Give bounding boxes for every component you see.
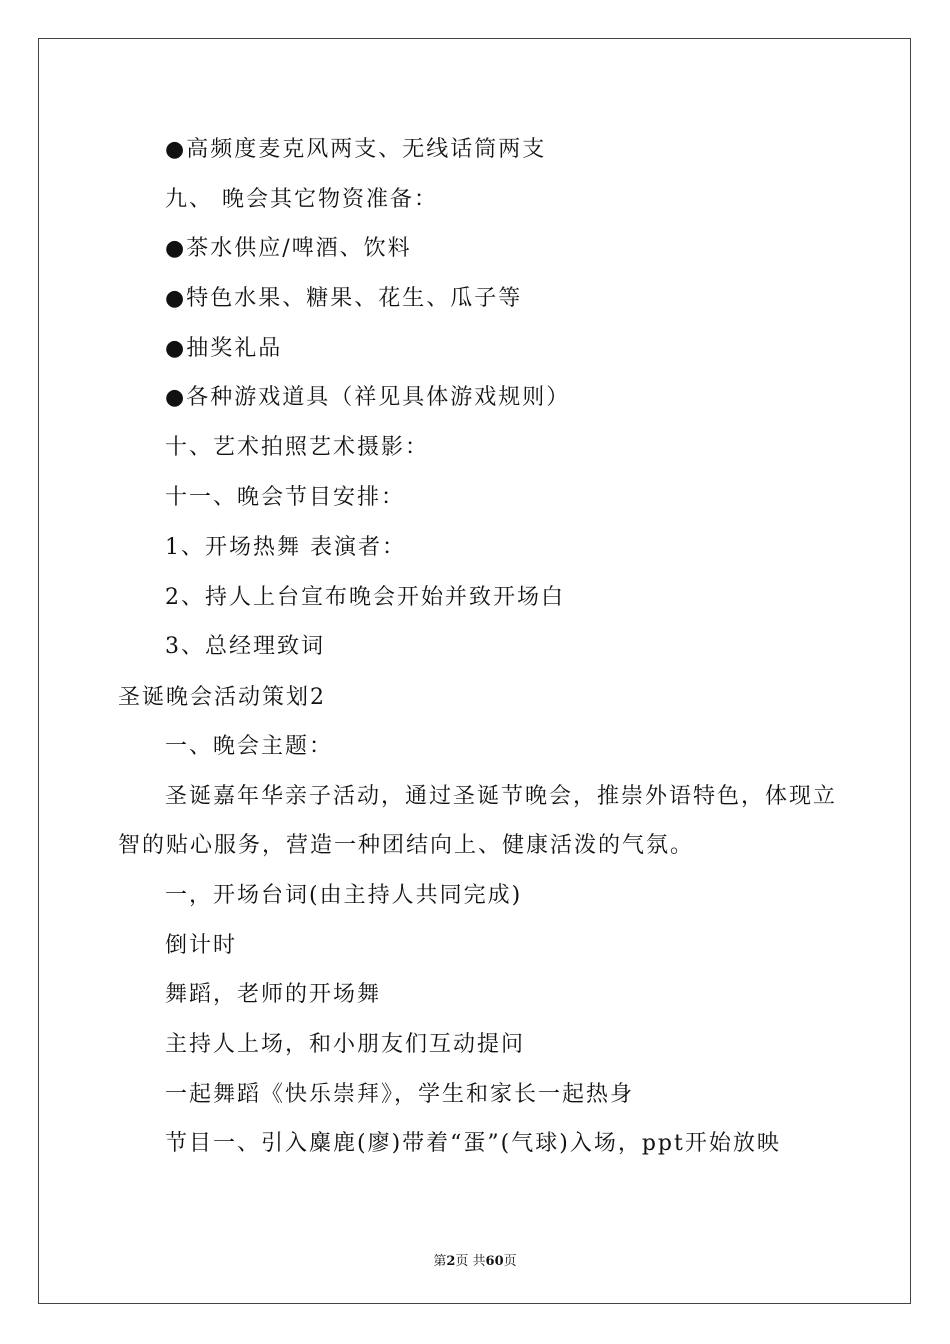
document-title: 圣诞晚会活动策划2: [118, 685, 326, 710]
section-heading: 十一、晚会节目安排：: [165, 485, 406, 510]
page-frame: [38, 38, 911, 1304]
total-page-count: 60: [485, 1254, 504, 1269]
text-line: 主持人上场，和小朋友们互动提问: [165, 1032, 526, 1057]
text-line: 倒计时: [165, 933, 238, 958]
section-heading: 一、晚会主题：: [165, 734, 334, 759]
current-page-number: 2: [446, 1254, 456, 1269]
text-line: 3、总经理致词: [165, 634, 325, 659]
footer-suffix: 页: [503, 1254, 517, 1269]
text-line: 2、持人上台宣布晚会开始并致开场白: [165, 585, 565, 610]
text-line: ●特色水果、糖果、花生、瓜子等: [165, 286, 523, 311]
section-heading: 十、艺术拍照艺术摄影：: [165, 435, 430, 460]
text-line: 一，开场台词(由主持人共同完成): [165, 883, 523, 908]
paragraph-line: 圣诞嘉年华亲子活动，通过圣诞节晚会，推崇外语特色，体现立: [165, 784, 838, 809]
footer-prefix: 第: [433, 1254, 447, 1269]
text-line: ●各种游戏道具（祥见具体游戏规则）: [165, 385, 571, 410]
paragraph-line: 智的贴心服务，营造一种团结向上、健康活泼的气氛。: [118, 833, 695, 858]
text-line: 舞蹈，老师的开场舞: [165, 982, 382, 1007]
text-line: ●高频度麦克风两支、无线话筒两支: [165, 137, 547, 162]
text-line: ●茶水供应/啤酒、饮料: [165, 236, 412, 261]
text-line: 一起舞蹈《快乐崇拜》，学生和家长一起热身: [165, 1082, 635, 1107]
page-footer: [0, 1250, 950, 1269]
text-line: 节目一、引入麋鹿(廖)带着“蛋”(气球)入场，ppt开始放映: [165, 1131, 781, 1156]
text-line: 九、 晚会其它物资准备：: [165, 187, 438, 212]
footer-middle: 页 共: [455, 1254, 486, 1269]
text-line: 1、开场热舞 表演者：: [165, 535, 406, 560]
text-line: ●抽奖礼品: [165, 336, 283, 361]
